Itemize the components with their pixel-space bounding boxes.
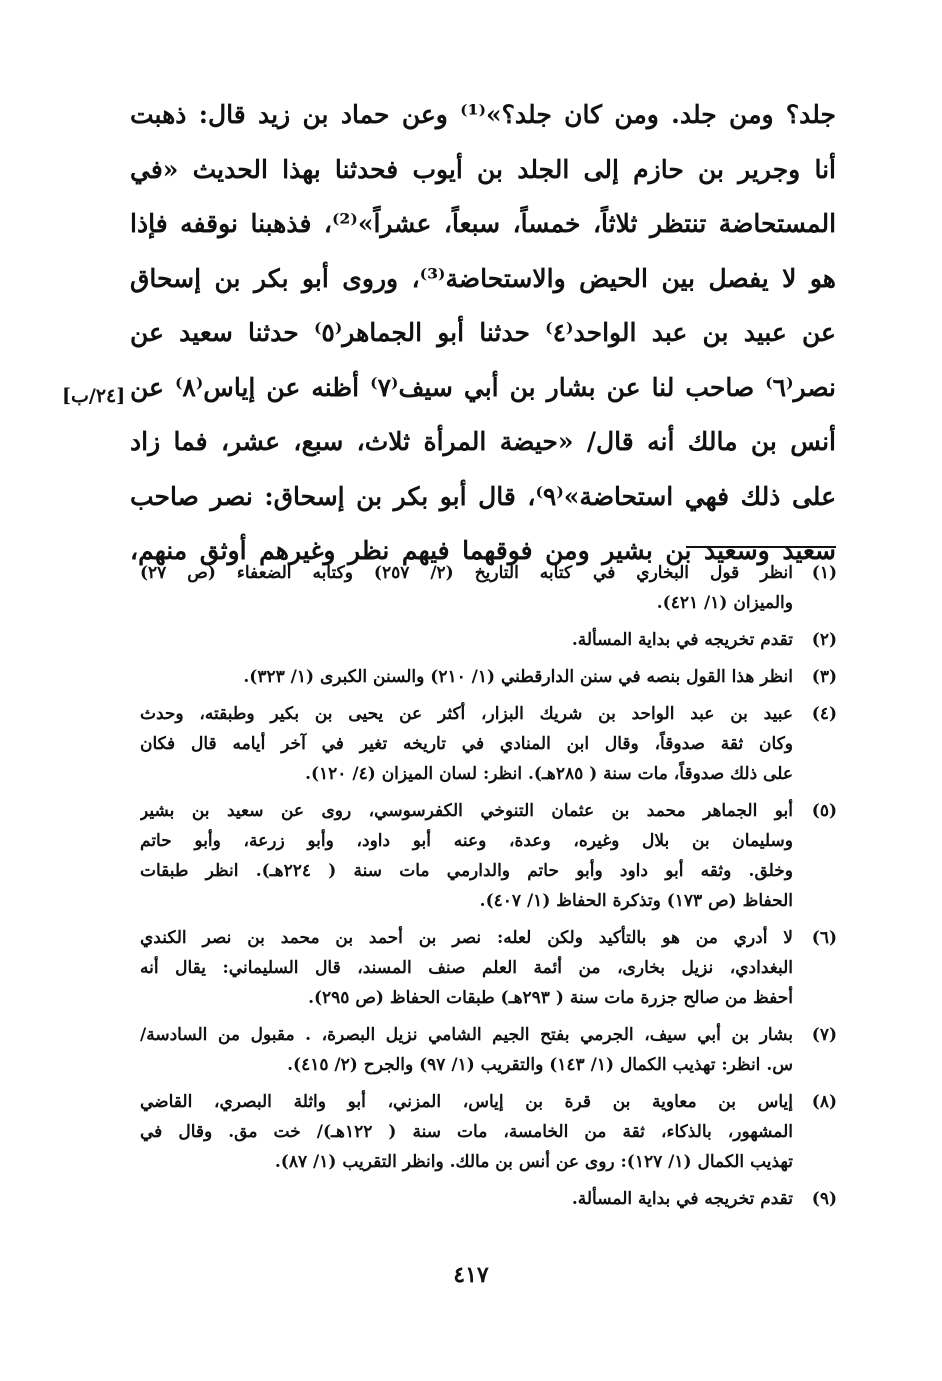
footnote-line: وسليمان بن بلال وغيره، وعدة، وعنه أبو داود، وأبو زرعة، وأبو حاتم — [140, 831, 793, 851]
footnote-line: البغدادي، نزيل بخارى، من أئمة العلم صنف المسند، قال السليماني: يقال أنه — [140, 958, 793, 978]
footnote-number: (٤) — [811, 704, 837, 724]
footnote-number: (١) — [811, 563, 837, 583]
footnote — [140, 1184, 837, 1214]
main-text-line: المستحاضة تنتظر ثلاثاً، خمساً، سبعاً، عشراً»⁽²⁾، فذهبنا نوقفه فإذا — [130, 209, 836, 238]
main-text-line: أنا وجرير بن حازم إلى الجلد بن أيوب فحدثنا بهذا الحديث «في — [130, 154, 836, 184]
footnote-number: (٣) — [811, 667, 837, 687]
main-text-line: نصر⁽٦⁾ صاحب لنا عن بشار بن أبي سيف⁽٧⁾ أظنه عن إياس⁽٨⁾ عن — [130, 372, 836, 402]
main-text-line: على ذلك فهي استحاضة»⁽٩⁾، قال أبو بكر بن إسحاق: نصر صاحب — [130, 481, 836, 511]
page-number: ٤١٧ — [453, 1262, 489, 1288]
footnote-number: (٦) — [811, 928, 837, 948]
footnote — [140, 558, 837, 618]
main-text-line: عن عبيد بن عبد الواحد⁽٤⁾ حدثنا أبو الجماهر⁽٥⁾ حدثنا سعيد عن — [130, 318, 836, 347]
footnote-line: وخلق. وثقه أبو داود وأبو حاتم والدارمي مات سنة ( ٢٢٤هـ). انظر طبقات — [140, 861, 793, 881]
main-text-line: جلد؟ ومن جلد. ومن كان جلد؟»⁽¹⁾ وعن حماد بن زيد قال: ذهبت — [130, 100, 836, 129]
footnote-line: تهذيب الكمال (١/ ١٢٧): روى عن أنس بن مالك. وانظر التقريب (١/ ٨٧). — [274, 1152, 793, 1172]
footnote-separator-rule — [686, 546, 836, 548]
footnote-line: عبيد بن عبد الواحد بن شريك البزار، أكثر عن يحيى بن بكير وطبقته، وحدث — [140, 704, 793, 724]
footnote-number: (٩) — [811, 1189, 837, 1209]
footnote — [140, 625, 837, 655]
footnotes-list — [140, 558, 837, 1221]
footnote-line: تقدم تخريجه في بداية المسألة. — [571, 1189, 793, 1209]
footnote-number: (٥) — [811, 801, 837, 821]
footnote-line: انظر هذا القول بنصه في سنن الدارقطني (١/ ٢١٠) والسنن الكبرى (١/ ٣٢٣). — [243, 667, 793, 687]
footnote-line: والميزان (١/ ٤٢١). — [656, 593, 793, 613]
main-text-line: سعيد وسعيد بن بشير ومن فوقهما فيهم نظر وغيرهم أوثق منهم، — [130, 536, 836, 565]
footnote-line: أحفظ من صالح جزرة مات سنة ( ٢٩٣هـ) طبقات الحفاظ (ص ٢٩٥). — [308, 988, 793, 1008]
footnote-line: انظر قول البخاري في كتابه التاريخ (٢/ ٢٥٧) وكتابه الضعفاء (ص ٢٧) — [140, 563, 793, 583]
footnote — [140, 699, 837, 789]
footnote-line: الحفاظ (ص ١٧٣) وتذكرة الحفاظ (١/ ٤٠٧). — [479, 891, 793, 911]
footnote — [140, 923, 837, 1013]
footnote-line: وكان ثقة صدوقاً، وقال ابن المنادي في تاريخه تغير في آخر أيامه قال فكان — [140, 734, 793, 754]
main-text-block — [130, 88, 836, 579]
footnote — [140, 796, 837, 916]
main-text-line: هو لا يفصل بين الحيض والاستحاضة⁽³⁾، وروى أبو بكر بن إسحاق — [130, 263, 836, 293]
footnote-line: س. انظر: تهذيب الكمال (١/ ١٤٣) والتقريب (١/ ٩٧) والجرح (٢/ ٤١٥). — [287, 1055, 793, 1075]
footnote-line: بشار بن أبي سيف، الجرمي بفتح الجيم الشامي نزيل البصرة، . مقبول من السادسة/ — [140, 1025, 793, 1045]
footnote-line: على ذلك صدوقاً، مات سنة ( ٢٨٥هـ). انظر: لسان الميزان (٤/ ١٢٠). — [305, 764, 793, 784]
footnote — [140, 1087, 837, 1177]
footnote-number: (٨) — [811, 1092, 837, 1112]
footnote-line: تقدم تخريجه في بداية المسألة. — [571, 630, 793, 650]
footnote-number: (٧) — [811, 1025, 837, 1045]
footnote-line: المشهور، بالذكاء، ثقة من الخامسة، مات سنة ( ١٢٢هـ)/ خت مق. وقال في — [140, 1122, 793, 1142]
manuscript-folio-marker: [٢٤/ب] — [62, 385, 126, 407]
footnote-line: أبو الجماهر محمد بن عثمان التنوخي الكفرسوسي، روى عن سعيد بن بشير — [140, 801, 793, 821]
main-text-line: أنس بن مالك أنه قال/ «حيضة المرأة ثلاث، سبع، عشر، فما زاد — [130, 427, 836, 456]
footnote-line: إياس بن معاوية بن قرة بن إياس، المزني، أبو واثلة البصري، القاضي — [140, 1092, 793, 1112]
footnote — [140, 662, 837, 692]
footnote-number: (٢) — [811, 630, 837, 650]
footnote — [140, 1020, 837, 1080]
footnote-line: لا أدري من هو بالتأكيد ولكن لعله: نصر بن أحمد بن محمد بن نصر الكندي — [140, 928, 793, 948]
